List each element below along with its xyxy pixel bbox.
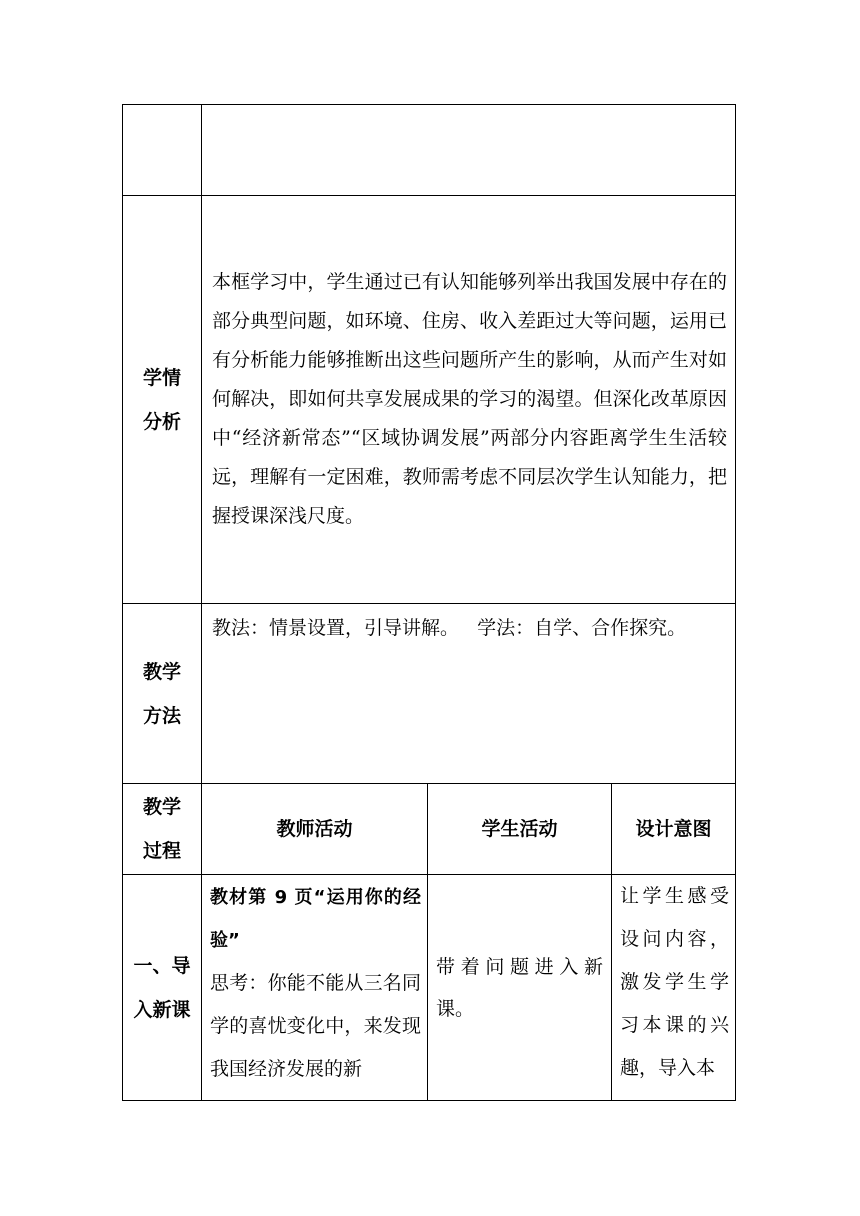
intro-design-cell xyxy=(612,875,736,1101)
empty-content-cell xyxy=(202,105,736,196)
table-row-process-header xyxy=(123,784,736,875)
method-label-cell xyxy=(123,604,202,784)
analysis-label-line2: 分析 xyxy=(142,410,181,433)
lesson-plan-table xyxy=(122,104,736,1101)
method-content-cell xyxy=(202,604,736,784)
intro-student-cell xyxy=(428,875,612,1101)
intro-label-line2: 入新课 xyxy=(133,998,191,1021)
intro-label-line1: 一、导 xyxy=(133,954,191,977)
column-header-student: 学生活动 xyxy=(428,784,612,875)
table-row-analysis xyxy=(123,196,736,604)
intro-student-text: 带着问题进入新课。 xyxy=(436,955,603,1020)
process-label-line1: 教学 xyxy=(142,796,181,818)
column-header-design: 设计意图 xyxy=(612,784,736,875)
analysis-content-cell xyxy=(202,196,736,604)
intro-teacher-title: 教材第 9 页“运用你的经验” xyxy=(210,887,421,951)
process-label-line2: 过程 xyxy=(142,840,181,862)
intro-teacher-text: 思考：你能不能从三名同学的喜忧变化中，来发现我国经济发展的新 xyxy=(210,972,421,1080)
table-row-method xyxy=(123,604,736,784)
analysis-label-cell xyxy=(123,196,202,604)
method-label-line2: 方法 xyxy=(142,704,181,727)
process-label-cell xyxy=(123,784,202,875)
analysis-label-line1: 学情 xyxy=(142,366,181,389)
column-header-teacher: 教师活动 xyxy=(202,784,428,875)
table-row-intro xyxy=(123,875,736,1101)
table-row-empty xyxy=(123,105,736,196)
method-text: 教法：情景设置，引导讲解。 学法：自学、合作探究。 xyxy=(212,617,687,639)
intro-label-cell xyxy=(123,875,202,1101)
method-label-line1: 教学 xyxy=(142,660,181,683)
empty-label-cell xyxy=(123,105,202,196)
analysis-text: 本框学习中，学生通过已有认知能够列举出我国发展中存在的部分典型问题，如环境、住房、收入差距过大等问题，运用已有分析能力能够推断出这些问题所产生的影响，从而产生对如何解决，即如何共享发展成果的学习的渴望。但深化改革原因中“经济新常态”“区域协调发展”两部分内容距离学生生活较远，理解有一定困难，教师需考虑不同层次学生认知能力，把握授课深浅尺度。 xyxy=(212,271,728,527)
intro-teacher-cell xyxy=(202,875,428,1101)
intro-design-text: 让学生感受设问内容，激发学生学习本课的兴趣，导入本 xyxy=(620,885,730,1079)
